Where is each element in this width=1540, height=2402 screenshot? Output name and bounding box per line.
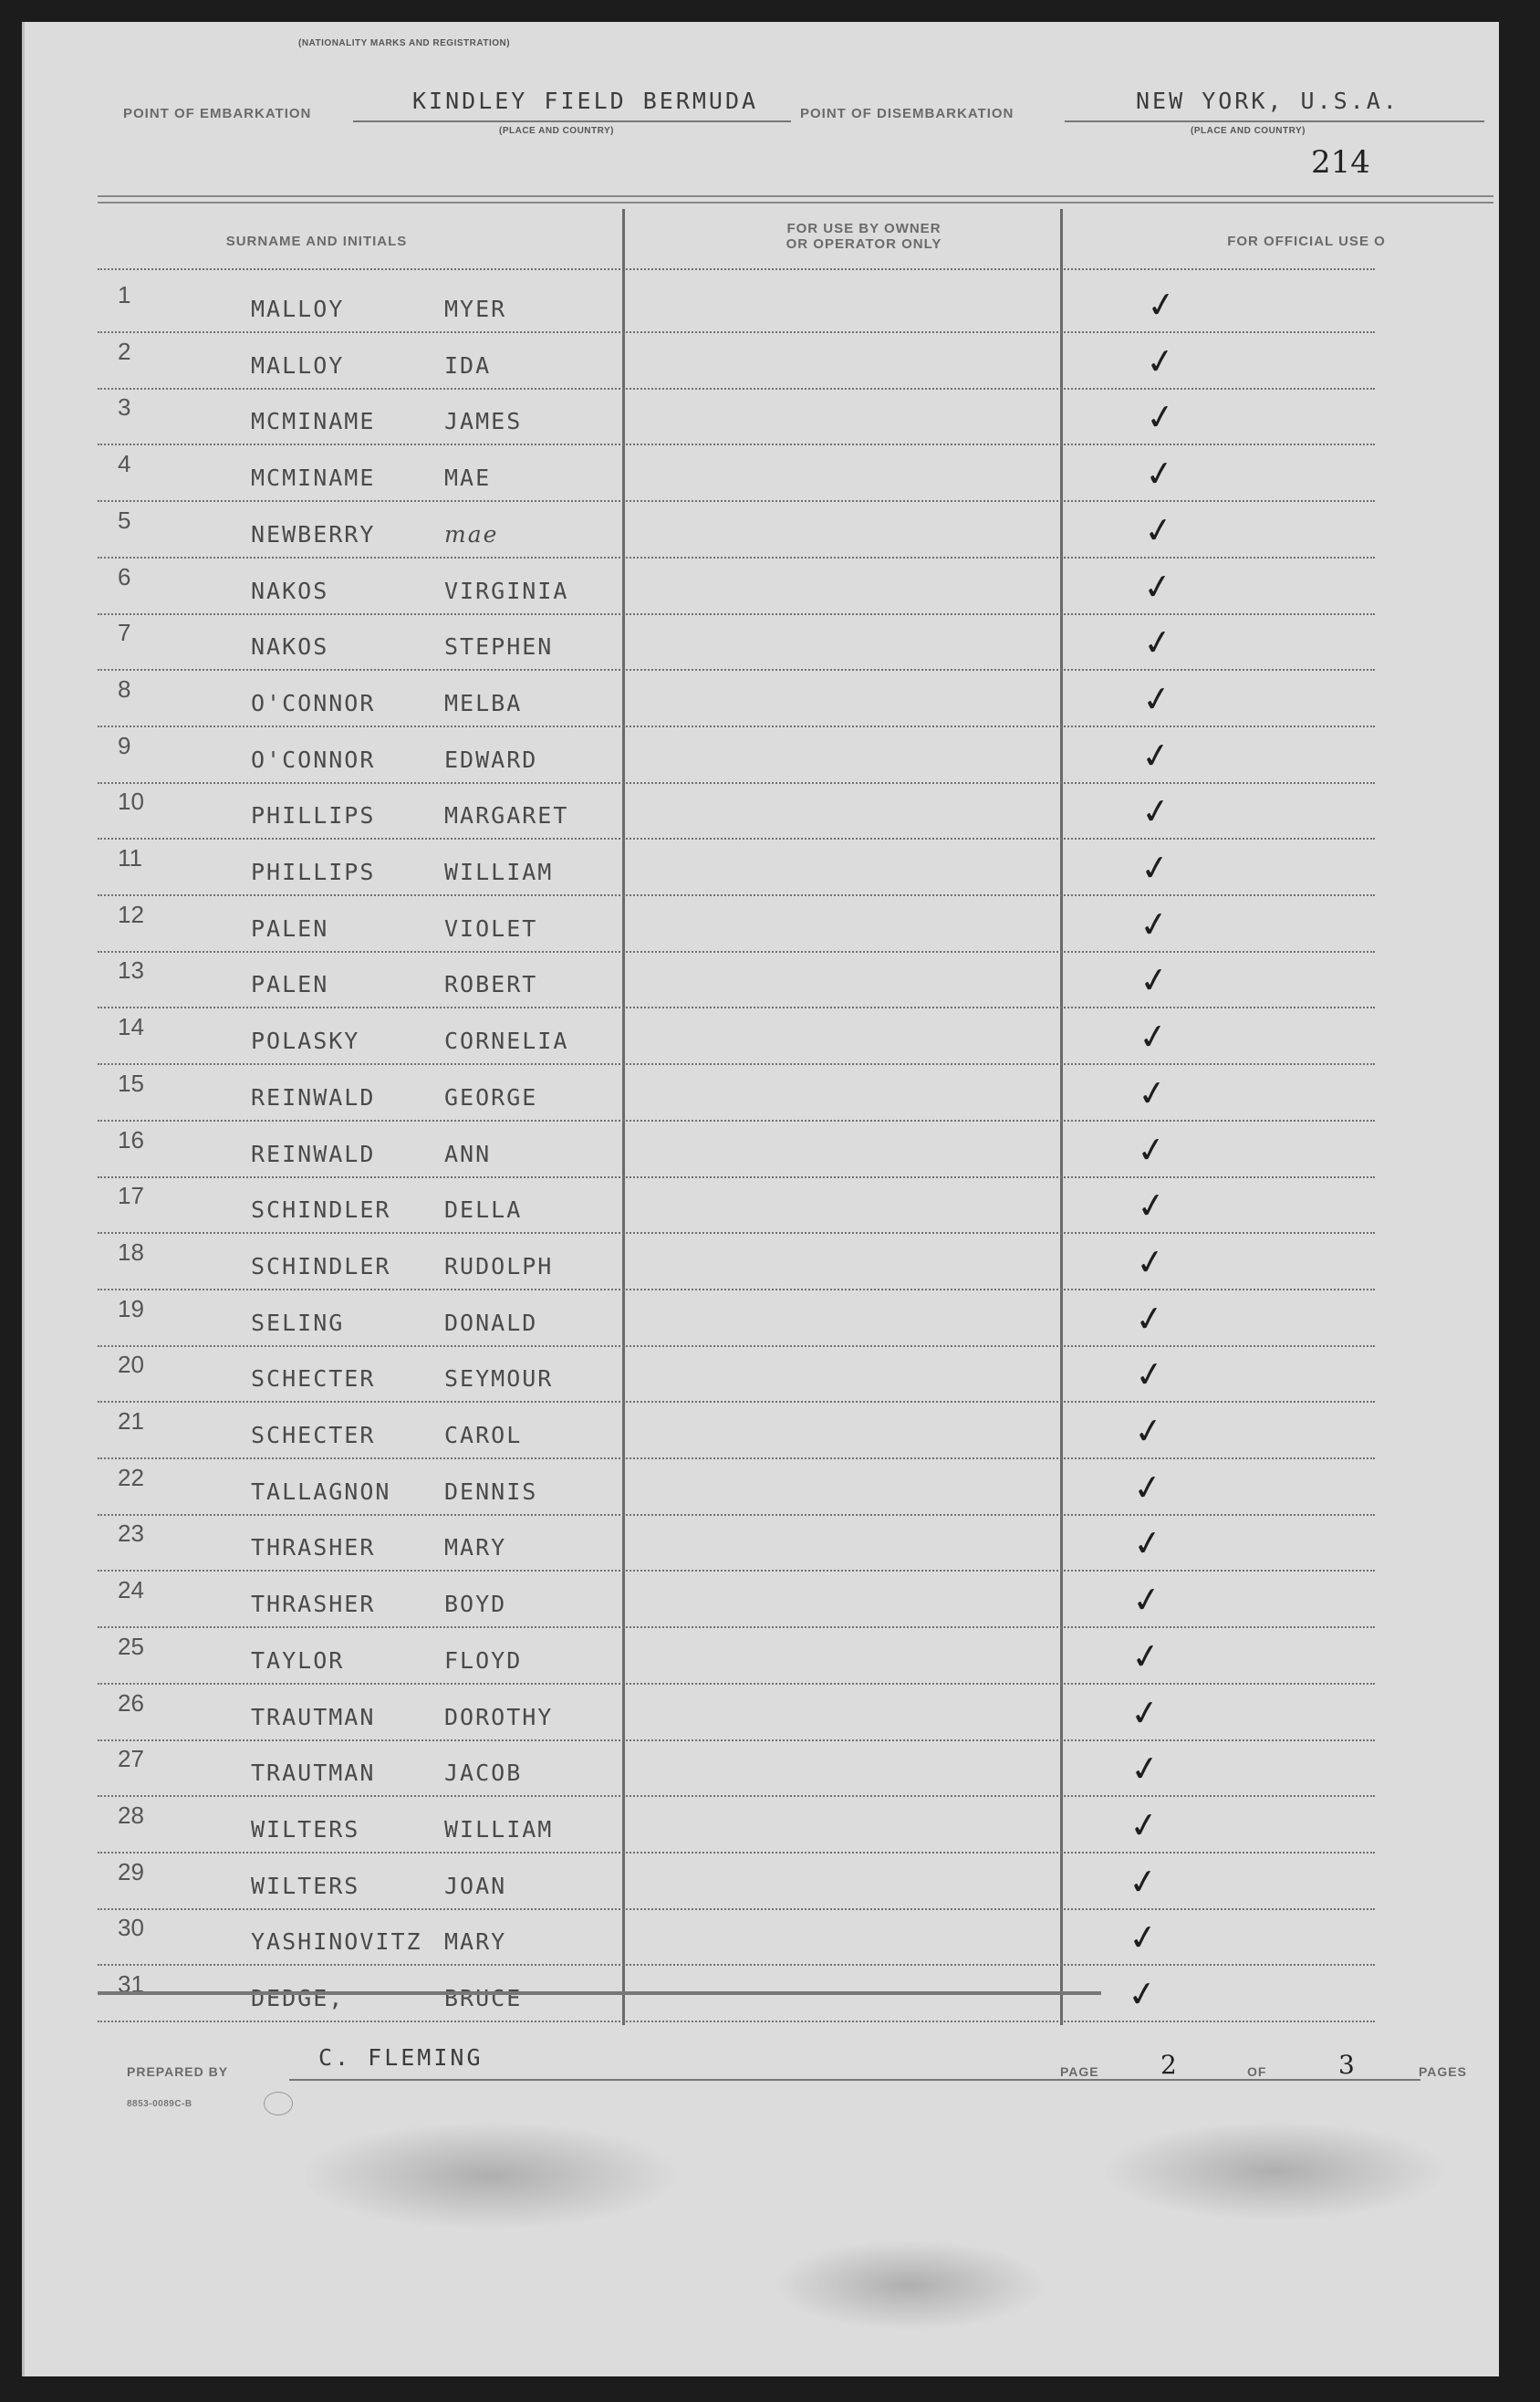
row-rule bbox=[98, 1739, 1375, 1741]
row-number: 24 bbox=[118, 1576, 144, 1604]
row-rule bbox=[98, 1570, 1375, 1572]
list-item bbox=[98, 1741, 1375, 1797]
row-number: 29 bbox=[118, 1857, 144, 1885]
surname: PALEN bbox=[251, 971, 329, 998]
check-mark-icon: ✓ bbox=[1134, 1127, 1169, 1172]
check-mark-icon: ✓ bbox=[1130, 1465, 1165, 1509]
union-label-stamp bbox=[264, 2092, 293, 2115]
given-name: DONALD bbox=[444, 1309, 538, 1336]
row-rule bbox=[98, 1007, 1375, 1008]
list-item bbox=[98, 672, 1375, 727]
disembarkation-underline bbox=[1065, 120, 1484, 122]
given-name: MARY bbox=[444, 1534, 507, 1561]
row-rule bbox=[98, 2021, 1375, 2022]
form-number: 8853-0089C-B bbox=[127, 2099, 192, 2109]
given-name: MAE bbox=[444, 465, 492, 492]
pages-label: PAGES bbox=[1419, 2064, 1467, 2079]
row-rule bbox=[98, 669, 1375, 671]
row-rule bbox=[98, 500, 1375, 502]
surname: MALLOY bbox=[251, 351, 345, 379]
check-mark-icon: ✓ bbox=[1133, 1239, 1168, 1284]
given-name: FLOYD bbox=[444, 1646, 523, 1674]
row-rule bbox=[98, 388, 1375, 390]
list-item bbox=[98, 1291, 1375, 1347]
check-mark-icon: ✓ bbox=[1134, 1184, 1169, 1228]
given-name: IDA bbox=[444, 351, 492, 379]
given-name: STEPHEN bbox=[444, 633, 554, 661]
check-mark-icon: ✓ bbox=[1139, 676, 1174, 721]
surname: SELING bbox=[251, 1309, 345, 1336]
list-item bbox=[98, 390, 1375, 445]
check-mark-icon: ✓ bbox=[1126, 1859, 1160, 1904]
list-item bbox=[98, 1347, 1375, 1403]
list-item bbox=[98, 728, 1375, 784]
row-rule bbox=[98, 1514, 1375, 1516]
check-mark-icon: ✓ bbox=[1125, 1971, 1160, 2017]
list-item bbox=[98, 1460, 1375, 1516]
check-mark-icon: ✓ bbox=[1137, 902, 1171, 946]
given-name: SEYMOUR bbox=[444, 1365, 554, 1393]
total-pages: 3 bbox=[1338, 2050, 1355, 2080]
row-number: 15 bbox=[118, 1069, 144, 1097]
surname: SCHINDLER bbox=[251, 1252, 391, 1279]
col-header-owner-line1: FOR USE BY OWNER bbox=[786, 221, 942, 236]
surname: THRASHER bbox=[251, 1591, 376, 1618]
row-number: 6 bbox=[118, 562, 131, 590]
row-number: 14 bbox=[118, 1013, 144, 1041]
disembarkation-caption: (PLACE AND COUNTRY) bbox=[1191, 126, 1306, 136]
given-name: CORNELIA bbox=[444, 1028, 569, 1055]
surname: TRAUTMAN bbox=[251, 1760, 376, 1787]
header-rule-top bbox=[98, 195, 1493, 197]
embarkation-label: POINT OF EMBARKATION bbox=[123, 106, 312, 121]
row-rule bbox=[98, 1120, 1375, 1122]
surname: REINWALD bbox=[251, 1140, 376, 1167]
given-name: DOROTHY bbox=[444, 1703, 554, 1730]
surname: MCMINAME bbox=[251, 465, 376, 492]
ink-smudge bbox=[298, 2121, 682, 2230]
check-mark-icon: ✓ bbox=[1128, 1690, 1162, 1735]
surname: MALLOY bbox=[251, 296, 345, 322]
list-item bbox=[98, 1629, 1375, 1685]
surname: SCHECTER bbox=[251, 1365, 376, 1393]
given-name: mae bbox=[444, 520, 499, 548]
row-rule bbox=[98, 1232, 1375, 1234]
row-number: 1 bbox=[118, 281, 131, 308]
row-rule bbox=[98, 1457, 1375, 1459]
list-item bbox=[98, 1854, 1375, 1910]
given-name: GEORGE bbox=[444, 1083, 538, 1111]
row-number: 13 bbox=[118, 956, 144, 985]
col-header-owner bbox=[663, 221, 1065, 252]
row-rule bbox=[98, 1063, 1375, 1065]
check-mark-icon: ✓ bbox=[1139, 733, 1173, 778]
row-number: 3 bbox=[118, 393, 131, 422]
row-number: 31 bbox=[118, 1970, 144, 1998]
surname: PHILLIPS bbox=[251, 802, 376, 830]
row-number: 25 bbox=[118, 1632, 144, 1660]
row-rule bbox=[98, 838, 1375, 840]
given-name: CAROL bbox=[444, 1422, 523, 1448]
row-rule bbox=[98, 557, 1375, 559]
disembarkation-label: POINT OF DISEMBARKATION bbox=[800, 106, 1015, 121]
row-number: 26 bbox=[118, 1688, 144, 1717]
check-mark-icon: ✓ bbox=[1131, 1408, 1166, 1454]
list-item bbox=[98, 841, 1375, 896]
header-rule-bottom bbox=[98, 202, 1493, 204]
list-item bbox=[98, 1404, 1375, 1459]
list-item bbox=[98, 1572, 1375, 1628]
prepared-by-underline bbox=[289, 2079, 1110, 2081]
surname: MCMINAME bbox=[251, 408, 376, 435]
given-name: ANN bbox=[444, 1140, 492, 1167]
check-mark-icon: ✓ bbox=[1141, 507, 1176, 552]
row-rule bbox=[98, 1401, 1375, 1403]
prepared-by-label: PREPARED BY bbox=[127, 2064, 229, 2079]
row-rule bbox=[98, 444, 1375, 445]
given-name: RUDOLPH bbox=[444, 1252, 554, 1279]
given-name: MYER bbox=[444, 296, 507, 322]
row-rule bbox=[98, 1345, 1375, 1347]
page-label: PAGE bbox=[1060, 2064, 1099, 2079]
given-name: WILLIAM bbox=[444, 1815, 554, 1843]
row-number: 30 bbox=[118, 1914, 144, 1942]
surname: WILTERS bbox=[251, 1815, 360, 1843]
list-item bbox=[98, 1516, 1375, 1572]
row-number: 2 bbox=[118, 337, 131, 365]
list-item bbox=[98, 1066, 1375, 1122]
list-item bbox=[98, 953, 1375, 1008]
embarkation-underline bbox=[353, 120, 791, 122]
row-rule bbox=[98, 1683, 1375, 1685]
row-rule bbox=[98, 613, 1375, 615]
manifest-sheet bbox=[22, 22, 1499, 2376]
column-header-rule bbox=[98, 268, 1375, 270]
list-item bbox=[98, 784, 1375, 840]
row-number: 7 bbox=[118, 619, 131, 647]
surname: THRASHER bbox=[251, 1534, 376, 1561]
row-number: 22 bbox=[118, 1463, 144, 1491]
check-mark-icon: ✓ bbox=[1140, 621, 1175, 665]
disembarkation-value: NEW YORK, U.S.A. bbox=[1136, 88, 1400, 114]
check-mark-icon: ✓ bbox=[1139, 789, 1173, 834]
given-name: JAMES bbox=[444, 408, 523, 435]
check-mark-icon: ✓ bbox=[1135, 1070, 1170, 1115]
row-rule bbox=[98, 726, 1375, 727]
given-name: ROBERT bbox=[444, 971, 538, 998]
row-number: 20 bbox=[118, 1351, 144, 1379]
row-number: 10 bbox=[118, 788, 144, 816]
row-rule bbox=[98, 1908, 1375, 1910]
row-rule bbox=[98, 782, 1375, 784]
check-mark-icon: ✓ bbox=[1132, 1296, 1167, 1341]
given-name: MARGARET bbox=[444, 802, 569, 830]
ink-smudge bbox=[773, 2240, 1046, 2331]
surname: NAKOS bbox=[251, 633, 329, 661]
surname: TAYLOR bbox=[251, 1646, 345, 1674]
row-number: 9 bbox=[118, 731, 131, 759]
list-item bbox=[98, 559, 1375, 615]
row-rule bbox=[98, 1795, 1375, 1797]
surname: O'CONNOR bbox=[251, 746, 376, 773]
row-number: 21 bbox=[118, 1407, 144, 1435]
surname: NAKOS bbox=[251, 577, 329, 604]
row-rule bbox=[98, 1964, 1375, 1966]
embarkation-caption: (PLACE AND COUNTRY) bbox=[499, 126, 614, 136]
of-label: OF bbox=[1247, 2064, 1267, 2079]
col-header-owner-line2: OR OPERATOR ONLY bbox=[786, 236, 942, 252]
check-mark-icon: ✓ bbox=[1136, 1015, 1171, 1060]
row-number: 27 bbox=[118, 1745, 144, 1773]
check-mark-icon: ✓ bbox=[1127, 1802, 1161, 1847]
row-rule bbox=[98, 951, 1375, 953]
list-item bbox=[98, 277, 1375, 333]
surname: NEWBERRY bbox=[251, 520, 376, 548]
list-item bbox=[98, 503, 1375, 559]
row-number: 23 bbox=[118, 1520, 144, 1548]
row-number: 4 bbox=[118, 450, 131, 478]
ink-smudge bbox=[1101, 2121, 1448, 2221]
check-mark-icon: ✓ bbox=[1143, 339, 1178, 383]
list-item bbox=[98, 1910, 1375, 1966]
check-mark-icon: ✓ bbox=[1138, 845, 1172, 891]
surname: O'CONNOR bbox=[251, 689, 376, 716]
check-mark-icon: ✓ bbox=[1140, 564, 1175, 609]
row-number: 17 bbox=[118, 1182, 144, 1210]
list-item bbox=[98, 1686, 1375, 1741]
row-number: 19 bbox=[118, 1294, 144, 1322]
row-number: 11 bbox=[118, 844, 142, 872]
nationality-caption: (NATIONALITY MARKS AND REGISTRATION) bbox=[298, 38, 511, 48]
list-item bbox=[98, 1798, 1375, 1854]
row-rule bbox=[98, 1626, 1375, 1628]
col-header-surname: SURNAME AND INITIALS bbox=[225, 234, 408, 249]
row-rule bbox=[98, 1852, 1375, 1854]
given-name: EDWARD bbox=[444, 746, 538, 773]
given-name: MARY bbox=[444, 1928, 507, 1956]
col-header-official: FOR OFFICIAL USE O bbox=[1227, 234, 1386, 249]
list-item bbox=[98, 1123, 1375, 1178]
page-number: 2 bbox=[1160, 2050, 1177, 2080]
surname: SCHINDLER bbox=[251, 1196, 391, 1224]
page-underline bbox=[1110, 2079, 1420, 2081]
embarkation-value: KINDLEY FIELD BERMUDA bbox=[412, 88, 759, 114]
list-item bbox=[98, 897, 1375, 953]
check-mark-icon: ✓ bbox=[1142, 452, 1177, 496]
check-mark-icon: ✓ bbox=[1128, 1747, 1162, 1791]
check-mark-icon: ✓ bbox=[1129, 1578, 1164, 1623]
row-rule bbox=[98, 1289, 1375, 1290]
check-mark-icon: ✓ bbox=[1130, 1521, 1165, 1566]
given-name: DENNIS bbox=[444, 1478, 538, 1505]
given-name: WILLIAM bbox=[444, 859, 554, 885]
row-number: 12 bbox=[118, 900, 144, 928]
surname: POLASKY bbox=[251, 1028, 360, 1055]
given-name: JACOB bbox=[444, 1760, 523, 1787]
check-mark-icon: ✓ bbox=[1129, 1634, 1163, 1678]
check-mark-icon: ✓ bbox=[1144, 282, 1179, 328]
surname: TRAUTMAN bbox=[251, 1703, 376, 1730]
sheet-number: 214 bbox=[1311, 144, 1370, 181]
row-rule bbox=[98, 894, 1375, 896]
prepared-by-value: C. FLEMING bbox=[318, 2044, 484, 2071]
surname: YASHINOVITZ bbox=[251, 1928, 422, 1956]
list-item bbox=[98, 1235, 1375, 1290]
table-bottom-rule bbox=[98, 1991, 1101, 1995]
row-number: 18 bbox=[118, 1238, 144, 1266]
surname: PHILLIPS bbox=[251, 859, 376, 885]
row-rule bbox=[98, 331, 1375, 333]
list-item bbox=[98, 446, 1375, 502]
given-name: BOYD bbox=[444, 1591, 507, 1618]
given-name: VIOLET bbox=[444, 914, 538, 942]
list-item bbox=[98, 334, 1375, 390]
surname: TALLAGNON bbox=[251, 1478, 391, 1505]
given-name: MELBA bbox=[444, 689, 523, 716]
check-mark-icon: ✓ bbox=[1132, 1352, 1167, 1397]
check-mark-icon: ✓ bbox=[1137, 958, 1171, 1003]
given-name: JOAN bbox=[444, 1872, 507, 1899]
check-mark-icon: ✓ bbox=[1126, 1916, 1160, 1960]
row-number: 28 bbox=[118, 1801, 144, 1829]
list-item bbox=[98, 1009, 1375, 1065]
given-name: VIRGINIA bbox=[444, 577, 569, 604]
row-number: 8 bbox=[118, 674, 131, 703]
surname: REINWALD bbox=[251, 1083, 376, 1111]
row-number: 5 bbox=[118, 506, 131, 534]
list-item bbox=[98, 615, 1375, 671]
given-name: DELLA bbox=[444, 1196, 523, 1224]
surname: PALEN bbox=[251, 914, 329, 942]
surname: SCHECTER bbox=[251, 1422, 376, 1448]
list-item bbox=[98, 1178, 1375, 1234]
given-name: BRUCE bbox=[444, 1985, 523, 2011]
surname: WILTERS bbox=[251, 1872, 360, 1899]
row-rule bbox=[98, 1176, 1375, 1178]
check-mark-icon: ✓ bbox=[1143, 395, 1178, 440]
surname: DEDGE, bbox=[251, 1985, 345, 2011]
row-number: 16 bbox=[118, 1125, 144, 1154]
